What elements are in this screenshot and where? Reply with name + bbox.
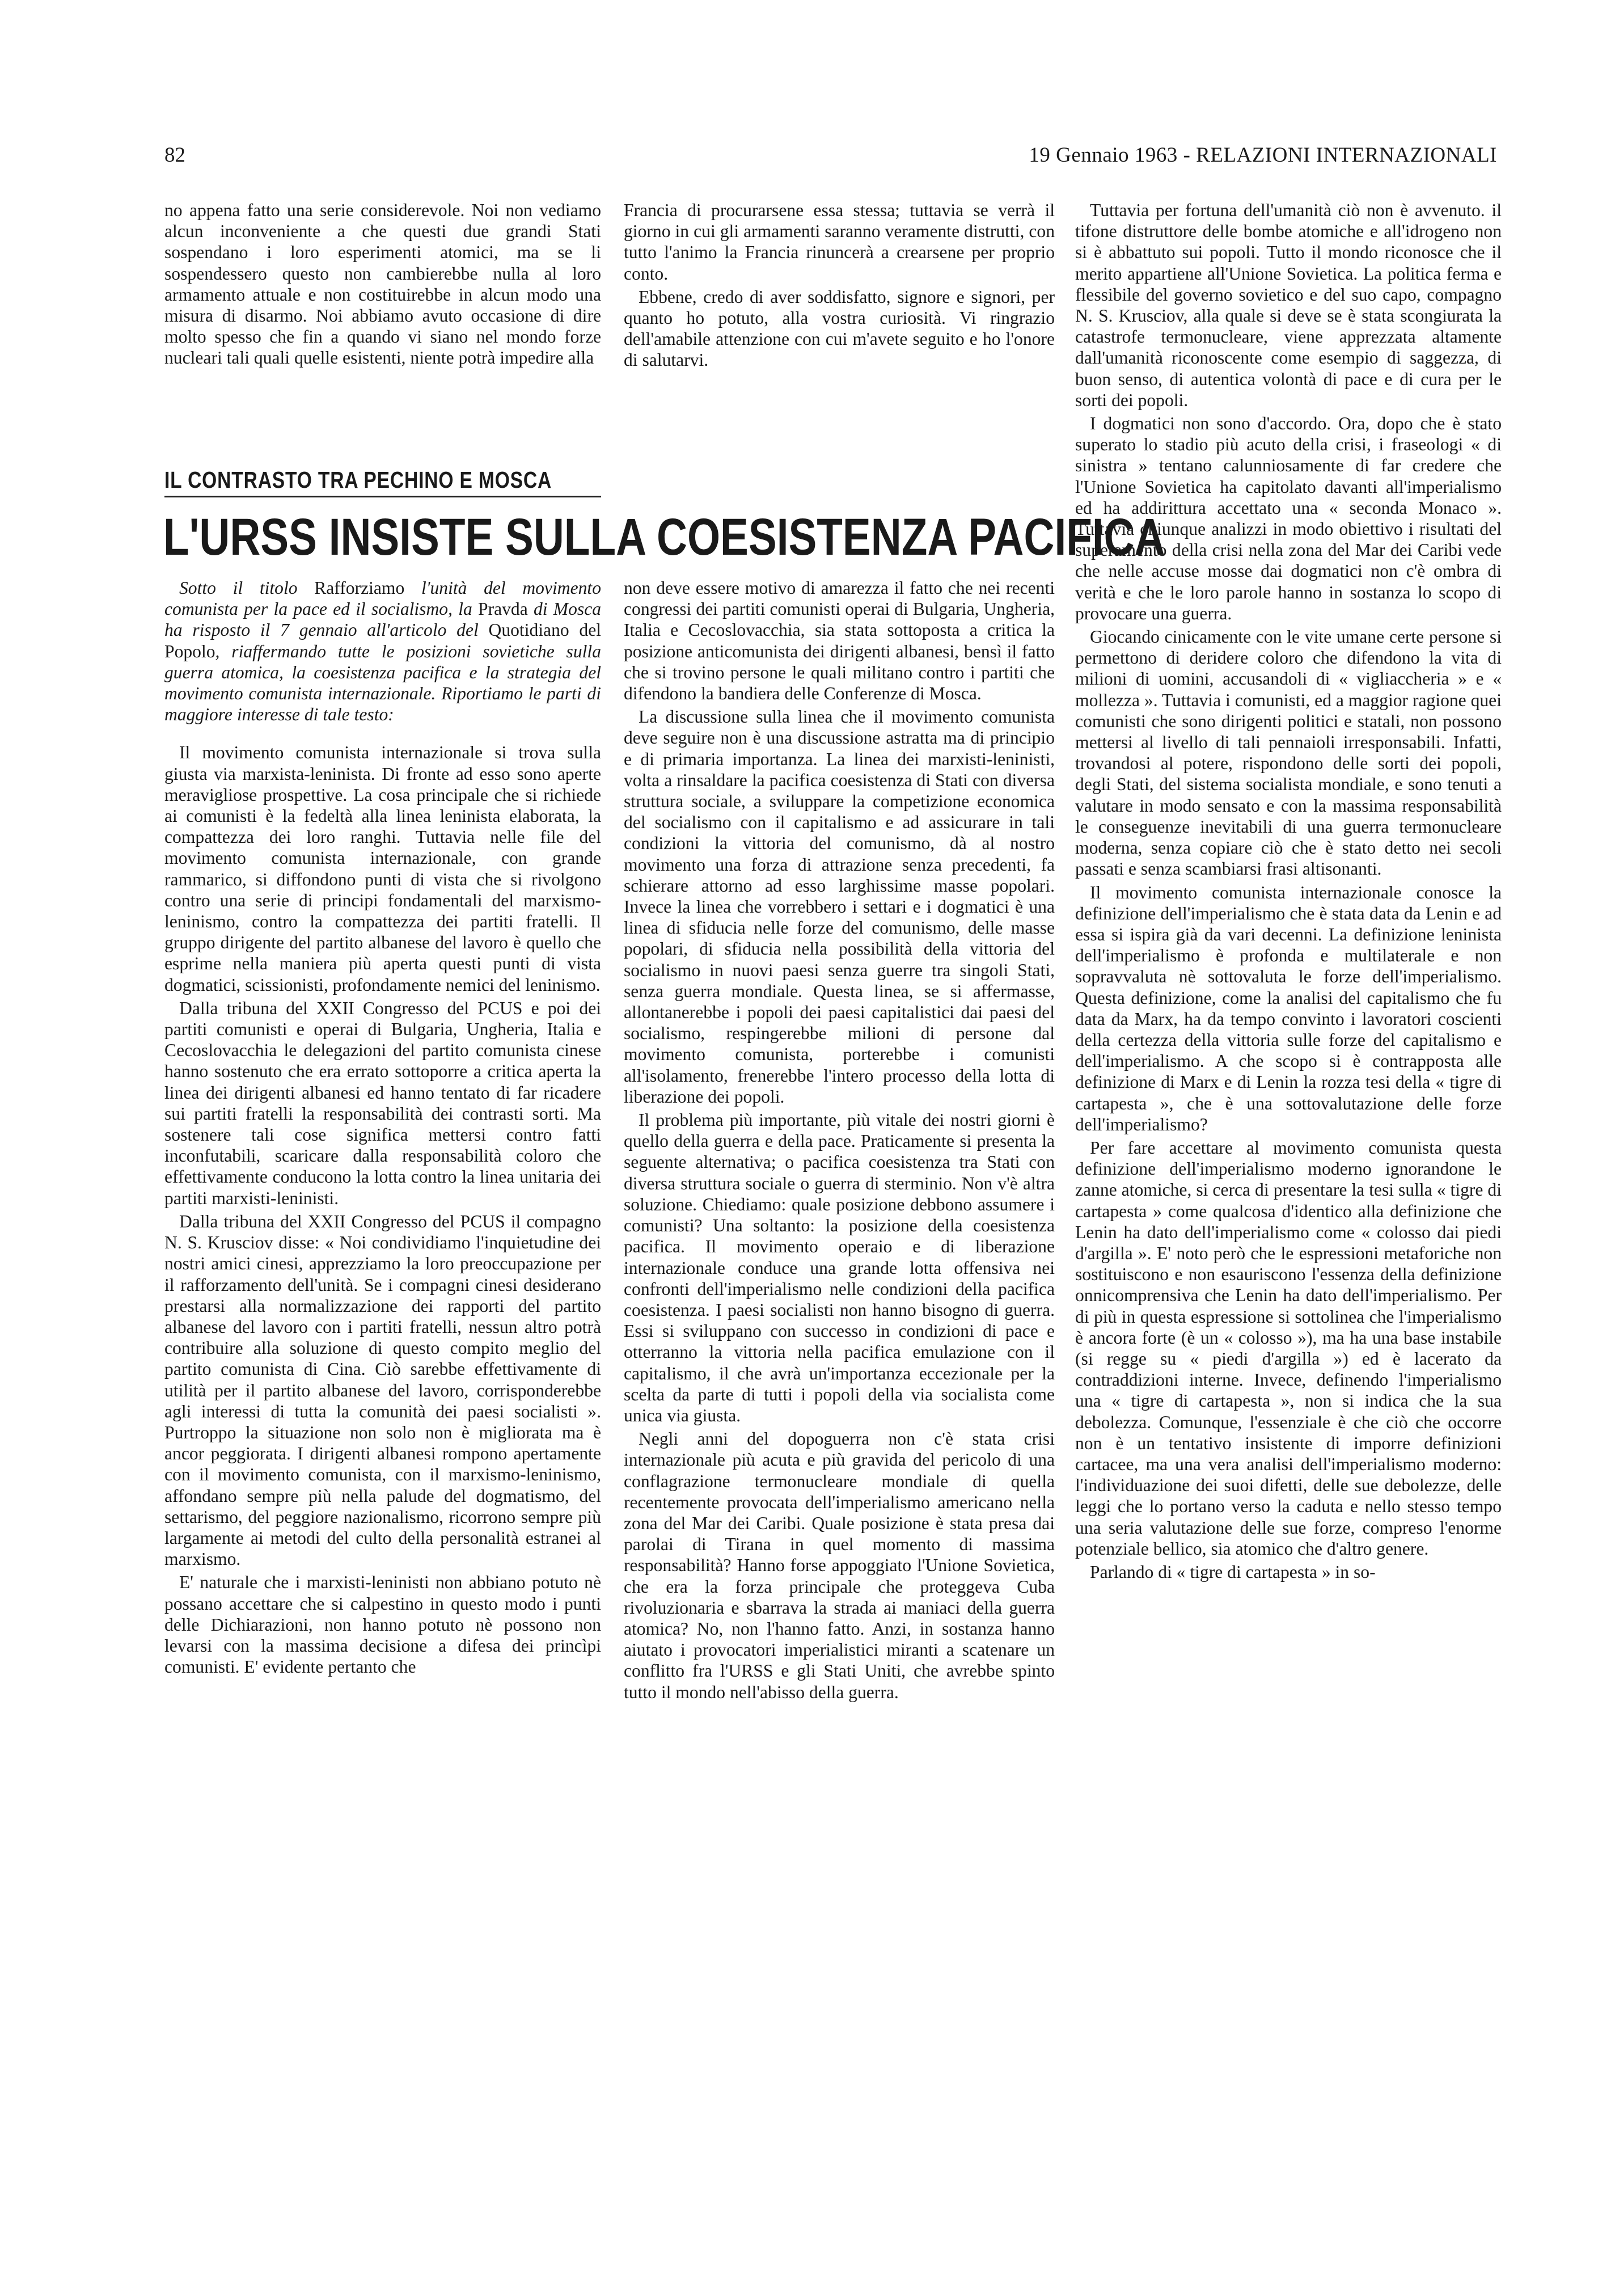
article-column-3 <box>1075 200 1502 1582</box>
article-column-1 <box>164 577 601 1677</box>
paragraph: Dalla tribuna del XXII Congresso del PCUS e poi dei partiti comunisti e operai di Bulgaria, Ungheria, Italia e Cecoslovacchia le delegazioni del partito comunista cinese hanno sostenuto che era errato sottoporre a critica aperta la linea dei dirigenti albanesi ed hanno tentato di far ricadere sui partiti fratelli la responsabilità dei contrasti sorti. Ma sostenere tali cose significa mettersi contro fatti inconfutabili, scaricare dalla responsabilità coloro che effettivamente conducono la lotta contro la linea unitaria dei partiti marxisti-leninisti. <box>164 998 601 1208</box>
paragraph: Negli anni del dopoguerra non c'è stata crisi internazionale più acuta e più gravida del pericolo di una conflagrazione termonucleare mondiale di quella recentemente provocata dell'imperialismo americano nella zona del Mar dei Caribi. Quale posizione è stata presa dai parolai di Tirana in quel momento di massima responsabilità? Hanno forse appoggiato l'Unione Sovietica, che era la forza principale che proteggeva Cuba rivoluzionaria e sbarrava la strada ai maniaci della guerra atomica? No, non l'hanno fatto. Anzi, in sostanza hanno aiutato i provocatori imperialistici miranti a scatenare un conflitto fra l'URSS e gli Stati Uniti, che avrebbe spinto tutto il mondo nell'abisso della guerra. <box>624 1429 1055 1702</box>
paragraph: Per fare accettare al movimento comunista questa definizione dell'imperialismo moderno ignorandone le zanne atomiche, si cerca di presentare la tesi sulla « tigre di cartapesta » come qualcosa d'identico alla definizione che Lenin ha dato dell'imperialismo come « colosso dai piedi d'argilla ». E' noto però che le espressioni metaforiche non sostituiscono e non esauriscono l'essenza della definizione onnicomprensiva che Lenin ha dato dell'imperialismo. Per di più in questa espressione si sottolinea che l'imperialismo è ancora forte (è un « colosso »), ma ha una base instabile (si regge su « piedi d'argilla ») ed è lacerato da contraddizioni interne. Invece, definendo l'imperialismo una « tigre di cartapesta », non si indica che la sua debolezza. Comunque, l'essenziale è che ciò che occorre non è un tentativo insistente di imporre definizioni cartacee, ma una vera analisi dell'imperialismo moderno: l'individuazione dei suoi difetti, delle sue debolezze, delle leggi che lo portano verso la caduta e nello stesso tempo una seria valutazione delle sue forze, compreso l'enorme potenziale bellico, sia atomico che d'altro genere. <box>1075 1137 1502 1559</box>
paragraph: Giocando cinicamente con le vite umane certe persone si permettono di deridere coloro che difendono la vita di milioni di uomini, accusandoli di « vigliaccheria » e « mollezza ». Tuttavia i comunisti, ed a maggior ragione quei comunisti che sono dirigenti politici e statali, non possono mettersi al livello di tali pennaioli irresponsabili. Infatti, trovandosi al potere, rispondono delle sorti dei popoli, degli Stati, del sistema socialista mondiale, e sono tenuti a valutare in modo sensato e con la massima responsabilità le conseguenze inevitabili di una guerra termonucleare moderna, senza copiare ciò che è stato detto nei secoli passati e senza scambiarsi frasi altisonanti. <box>1075 627 1502 879</box>
paragraph: Dalla tribuna del XXII Congresso del PCUS il compagno N. S. Krusciov disse: « Noi condividiamo l'inquietudine dei nostri amici cinesi, apprezziamo la loro preoccupazione per il rafforzamento dell'unità. Se i compagni cinesi desiderano prestarsi alla normalizzazione dei rapporti del partito albanese del lavoro con i partiti fratelli, nessun altro potrà contribuire alla soluzione di questo compito meglio del partito comunista di Cina. Ciò sarebbe effettivamente di utilità per il partito albanese del lavoro, corrisponderebbe agli interessi di tutta la comunità dei paesi socialisti ». Purtroppo la situazione non solo non è migliorata ma è ancor peggiorata. I dirigenti albanesi rompono apertamente con il movimento comunista, con il marxismo-leninismo, affondano sempre più nella palude del dogmatismo, del settarismo, del peggiore nazionalismo, ricorrono sempre più largamente ai metodi del culto della personalità estranei al marxismo. <box>164 1211 601 1569</box>
paragraph: La discussione sulla linea che il movimento comunista deve seguire non è una discussione astratta ma di principio e di primaria importanza. La linea dei marxisti-leninisti, volta a rinsaldare la pacifica coesistenza di Stati con diversa struttura sociale, a sviluppare la competizione economica del socialismo con il capitalismo e ad assicurare in tali condizioni la vittoria del comunismo, dà al nostro movimento una forza di attrazione senza precedenti, fa schierare attorno ad esso larghissime masse popolari. Invece la linea che vorrebbero i settari e i dogmatici è una linea di sfiducia nelle forze del comunismo, delle masse popolari, di sfiducia nella possibilità della vittoria del socialismo in nuovi paesi senza guerre tra singoli Stati, senza guerra mondiale. Questa linea, se si affermasse, allontanerebbe i popoli dei paesi capitalistici dai paesi del socialismo, respingerebbe milioni di persone dal movimento comunista, porterebbe i comunisti all'isolamento, frenerebbe l'intero processo della lotta di liberazione dei popoli. <box>624 707 1055 1107</box>
paragraph: E' naturale che i marxisti-leninisti non abbiano potuto nè possano accettare che si calpestino in questo modo i punti delle Dichiarazioni, non hanno potuto nè possono non levarsi con la massima decisione a difesa dei princìpi comunisti. E' evidente pertanto che <box>164 1572 601 1677</box>
paragraph: non deve essere motivo di amarezza il fatto che nei recenti congressi dei partiti comunisti operai di Bulgaria, Ungheria, Italia e Cecoslovacchia, sia stata sottoposta a critica la posizione anticomunista dei dirigenti albanesi, bensì il fatto che si trovino persone le quali militano contro i partiti che difendono la bandiera delle Conferenze di Mosca. <box>624 578 1055 704</box>
running-head <box>164 138 1497 172</box>
article-headline: L'URSS INSISTE SULLA COESISTENZA PACIFICA <box>163 508 1165 566</box>
paragraph: no appena fatto una serie considerevole. Noi non vediamo alcun inconveniente a che questi due grandi Stati sospendano i loro esperimenti atomici, ma se li sospendessero questo non cambierebbe nulla al loro armamento attuale e non costituirebbe in alcun modo una misura di disarmo. Noi abbiamo avuto occasione di dire molto spesso che fin a quando vi siano nel mondo forze nucleari tali quali quelle esistenti, niente potrà impedire alla <box>164 200 601 368</box>
kicker-underline <box>164 496 601 497</box>
paragraph: Ebbene, credo di aver soddisfatto, signore e signori, per quanto ho potuto, alla vostra curiosità. Vi ringrazio dell'amabile attenzione con cui m'avete seguito e ho l'onore di salutarvi. <box>624 286 1055 370</box>
previous-article-column-1 <box>164 200 601 369</box>
article-column-2 <box>624 577 1055 1703</box>
paragraph: Il problema più importante, più vitale dei nostri giorni è quello della guerra e della pace. Praticamente si presenta la seguente alternativa; o pacifica coesistenza tra Stati con diversa struttura sociale o guerra di sterminio. Non v'è altra soluzione. Chiediamo: quale posizione debbono assumere i comunisti? Una soltanto: la posizione della coesistenza pacifica. Il movimento operaio e di liberazione internazionale conduce una grande lotta offensiva nei confronti dell'imperialismo nelle condizioni della pacifica coesistenza. I paesi socialisti non hanno bisogno di guerra. Essi si sviluppano con successo in condizioni di pace e otterranno la vittoria nella pacifica emulazione con il capitalismo, il che avrà un'importanza eccezionale per la scelta da parte di tutti i popoli della via socialista come unica via giusta. <box>624 1110 1055 1425</box>
paragraph: Parlando di « tigre di cartapesta » in so- <box>1090 1562 1376 1582</box>
journal-issue-title: 19 Gennaio 1963 - RELAZIONI INTERNAZIONALI <box>1029 144 1497 167</box>
page-number: 82 <box>164 144 185 167</box>
paragraph: Il movimento comunista internazionale conosce la definizione dell'imperialismo che è stata data da Lenin e ad essa si ispira già da vari decenni. La definizione leninista dell'imperialismo è profonda e multilaterale e non sopravvaluta nè sottovaluta le forze dell'imperialismo. Questa definizione, come la analisi del capitalismo che fu data da Marx, ha da tempo convinto i lavoratori coscienti della certezza della vittoria sulle forze del capitalismo e dell'imperialismo. A che scopo si è contrapposta alle definizione di Marx e di Lenin la rozza tesi della « tigre di cartapesta », che è una sottovalutazione delle forze dell'imperialismo? <box>1075 882 1502 1134</box>
article-kicker: IL CONTRASTO TRA PECHINO E MOSCA <box>164 467 552 493</box>
paragraph: Il movimento comunista internazionale si trova sulla giusta via marxista-leninista. Di fronte ad esso sono aperte meravigliose prospettive. La cosa principale che si richiede ai comunisti è la fedeltà alla linea leninista elaborata, la compattezza dei loro ranghi. Tuttavia nelle file del movimento comunista internazionale, con grande rammarico, si diffondono punti di vista che si rivolgono contro una serie di principi fondamentali del marxismo-leninismo, contro la compattezza dei partiti fratelli. Il gruppo dirigente del partito albanese del lavoro è quello che esprime nella maniera più aperta questi punti di vista dogmatici, scissionisti, profondamente nemici del leninismo. <box>164 742 601 995</box>
paragraph: Francia di procurarsene essa stessa; tuttavia se verrà il giorno in cui gli armamenti saranno veramente distrutti, con tutto l'animo la Francia rinuncerà a crearsene per proprio conto. <box>624 200 1055 284</box>
paragraph: Tuttavia per fortuna dell'umanità ciò non è avvenuto. il tifone distruttore delle bombe atomiche e all'idrogeno non si è abbattuto sui popoli. Tutto il mondo riconosce che il merito appartiene all'Unione Sovietica. La politica ferma e flessibile del governo sovietico e del suo capo, compagno N. S. Krusciov, alla quale si deve se è stata scongiurata la catastrofe termonucleare, viene apprezzata altamente dall'umanità riconoscente come esempio di saggezza, di buon senso, di autentica volontà di pace e di cura per le sorti dei popoli. <box>1075 200 1502 410</box>
article-intro: Sotto il titolo Rafforziamo l'unità del movimento comunista per la pace ed il socialismo, la Pravda di Mosca ha risposto il 7 gennaio all'articolo del Quotidiano del Popolo, riaffermando tutte le posizioni sovietiche sulla guerra atomica, la coesistenza pacifica e la strategia del movimento comunista internazionale. Riportiamo le parti di maggiore interesse di tale testo: <box>164 578 602 725</box>
previous-article-column-2 <box>624 200 1055 371</box>
paragraph: I dogmatici non sono d'accordo. Ora, dopo che è stato superato lo stadio più acuto della crisi, i fraseologi « di sinistra » tentano calunniosamente di far credere che l'Unione Sovietica ha capitolato davanti all'imperialismo ed ha addirittura accettato una « seconda Monaco ». Tuttavia chiunque analizzi in modo obiettivo i risultati del superamento della crisi nella zona del Mar dei Caribi vede che nelle accuse mosse dai dogmatici non c'è ombra di verità e che le loro parole hanno in sostanza lo scopo di provocare una guerra. <box>1075 413 1502 623</box>
